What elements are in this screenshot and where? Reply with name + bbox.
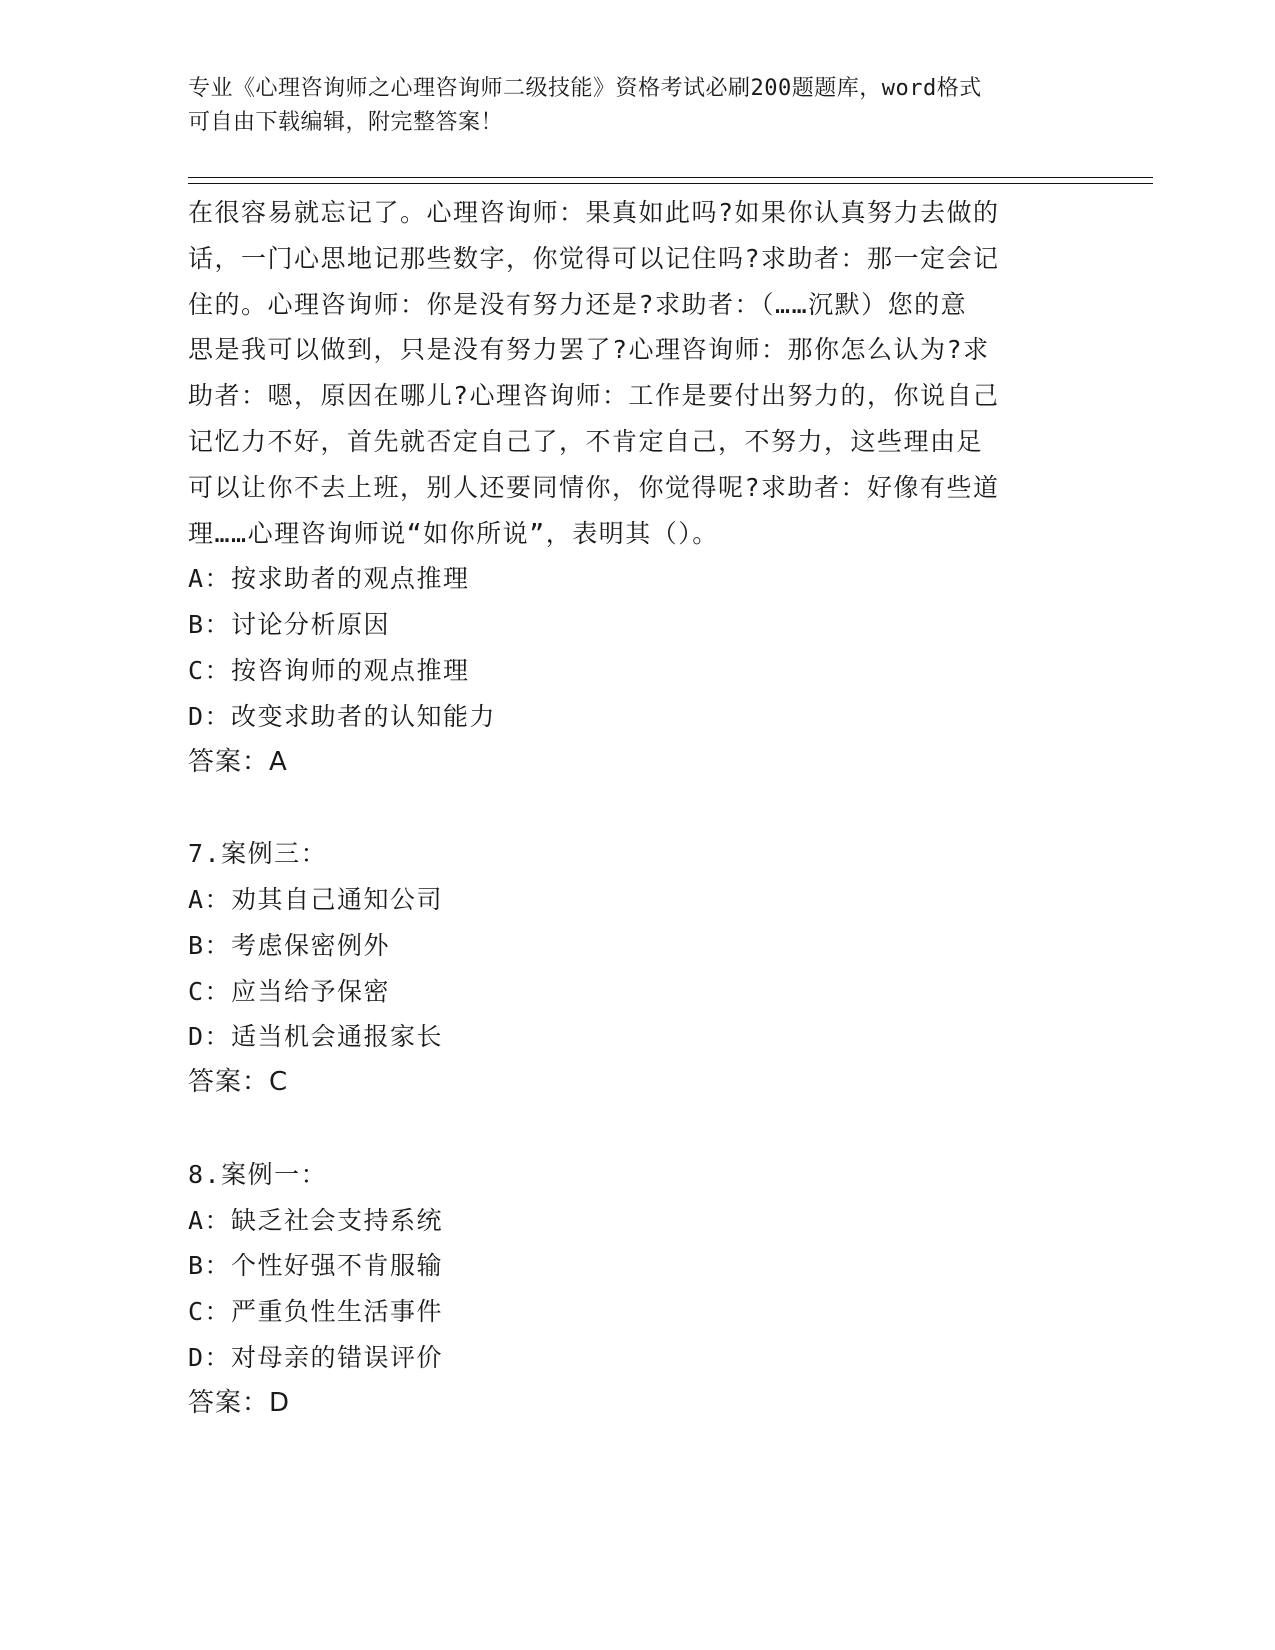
option-a: A：劝其自己通知公司 [188,884,444,914]
header-line-1: 专业《心理咨询师之心理咨询师二级技能》资格考试必刷200题题库，word格式 [188,76,982,101]
question-8 [188,1152,1088,1427]
option-d: D：适当机会通报家长 [188,1022,444,1052]
option-d: D：改变求助者的认知能力 [188,701,497,731]
header-line-2: 可自由下载编辑，附完整答案！ [188,110,504,135]
answer-line: 答案：C [188,1067,289,1098]
option-c: C：严重负性生活事件 [188,1297,444,1327]
option-d: D：对母亲的错误评价 [188,1342,444,1372]
header-rule-top [188,177,1153,178]
option-a: A：缺乏社会支持系统 [188,1205,444,1235]
header-rule-bottom [188,183,1153,184]
question-title: 7.案例三： [188,839,328,869]
question-7 [188,831,1088,1106]
question-text-line: 在很容易就忘记了。心理咨询师：果真如此吗?如果你认真努力去做的 [188,198,1000,227]
option-b: B：讨论分析原因 [188,610,391,640]
question-text-line: 可以让你不去上班，别人还要同情你，你觉得呢?求助者：好像有些道 [188,472,1000,502]
spacer [188,785,1088,831]
answer-line: 答案：A [188,746,288,777]
question-text-line: 记忆力不好，首先就否定自己了，不肯定自己，不努力，这些理由足 [188,426,984,456]
document-body [188,190,1088,1427]
option-c: C：按咨询师的观点推理 [188,655,470,685]
question-text-line: 助者：嗯，原因在哪儿?心理咨询师：工作是要付出努力的，你说自己 [188,381,1000,411]
question-text-line: 思是我可以做到，只是没有努力罢了?心理咨询师：那你怎么认为?求 [188,335,990,365]
option-b: B：个性好强不肯服输 [188,1251,444,1281]
question-text-line: 住的。心理咨询师：你是没有努力还是?求助者：（……沉默）您的意 [188,289,968,319]
option-c: C：应当给予保密 [188,976,391,1006]
question-6-continuation [188,190,1088,785]
question-text-line: 理……心理咨询师说“如你所说”，表明其（）。 [188,518,719,548]
option-a: A：按求助者的观点推理 [188,564,470,594]
spacer [188,1106,1088,1152]
answer-line: 答案：D [188,1387,291,1418]
question-title: 8.案例一： [188,1159,328,1189]
option-b: B：考虑保密例外 [188,930,391,960]
question-text-line: 话，一门心思地记那些数字，你觉得可以记住吗?求助者：那一定会记 [188,243,1000,273]
document-header [188,72,1068,140]
